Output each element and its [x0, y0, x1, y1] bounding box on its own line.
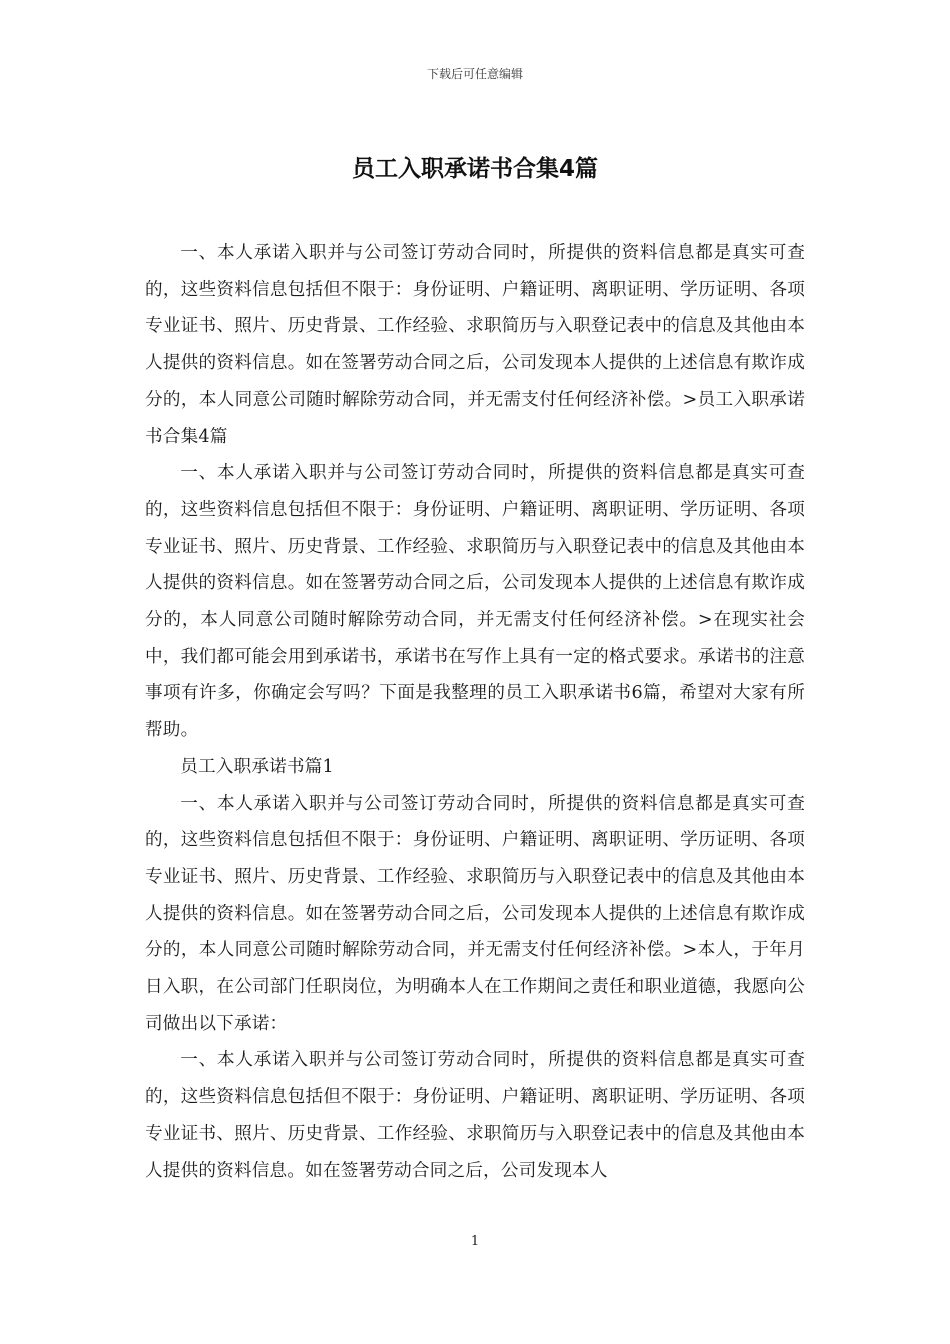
paragraph-2: 一、本人承诺入职并与公司签订劳动合同时，所提供的资料信息都是真实可查的，这些资料信息包括但不限于：身份证明、户籍证明、离职证明、学历证明、各项专业证书、照片、历史背景、工作经验、求职简历与入职登记表中的信息及其他由本人提供的资料信息。如在签署劳动合同之后，公司发现本人提供的上述信息有欺诈成分的，本人同意公司随时解除劳动合同，并无需支付任何经济补偿。>在现实社会中，我们都可能会用到承诺书，承诺书在写作上具有一定的格式要求。承诺书的注意事项有许多，你确定会写吗？下面是我整理的员工入职承诺书6篇，希望对大家有所帮助。 [145, 463, 805, 741]
document-title: 员工入职承诺书合集4篇 [351, 156, 598, 182]
document-body [145, 235, 805, 1189]
paragraph-4: 一、本人承诺入职并与公司签订劳动合同时，所提供的资料信息都是真实可查的，这些资料信息包括但不限于：身份证明、户籍证明、离职证明、学历证明、各项专业证书、照片、历史背景、工作经验、求职简历与入职登记表中的信息及其他由本人提供的资料信息。如在签署劳动合同之后，公司发现本人 [145, 1050, 805, 1181]
paragraph-1: 一、本人承诺入职并与公司签订劳动合同时，所提供的资料信息都是真实可查的，这些资料信息包括但不限于：身份证明、户籍证明、离职证明、学历证明、各项专业证书、照片、历史背景、工作经验、求职简历与入职登记表中的信息及其他由本人提供的资料信息。如在签署劳动合同之后，公司发现本人提供的上述信息有欺诈成分的，本人同意公司随时解除劳动合同，并无需支付任何经济补偿。>员工入职承诺书合集4篇 [145, 243, 805, 447]
paragraph-3: 一、本人承诺入职并与公司签订劳动合同时，所提供的资料信息都是真实可查的，这些资料信息包括但不限于：身份证明、户籍证明、离职证明、学历证明、各项专业证书、照片、历史背景、工作经验、求职简历与入职登记表中的信息及其他由本人提供的资料信息。如在签署劳动合同之后，公司发现本人提供的上述信息有欺诈成分的，本人同意公司随时解除劳动合同，并无需支付任何经济补偿。>本人，于年月日入职，在公司部门任职岗位，为明确本人在工作期间之责任和职业道德，我愿向公司做出以下承诺： [145, 793, 805, 1034]
page-header: 下载后可任意编辑 [426, 67, 523, 81]
page-number: 1 [470, 1234, 480, 1249]
section-heading: 员工入职承诺书篇1 [180, 756, 334, 777]
